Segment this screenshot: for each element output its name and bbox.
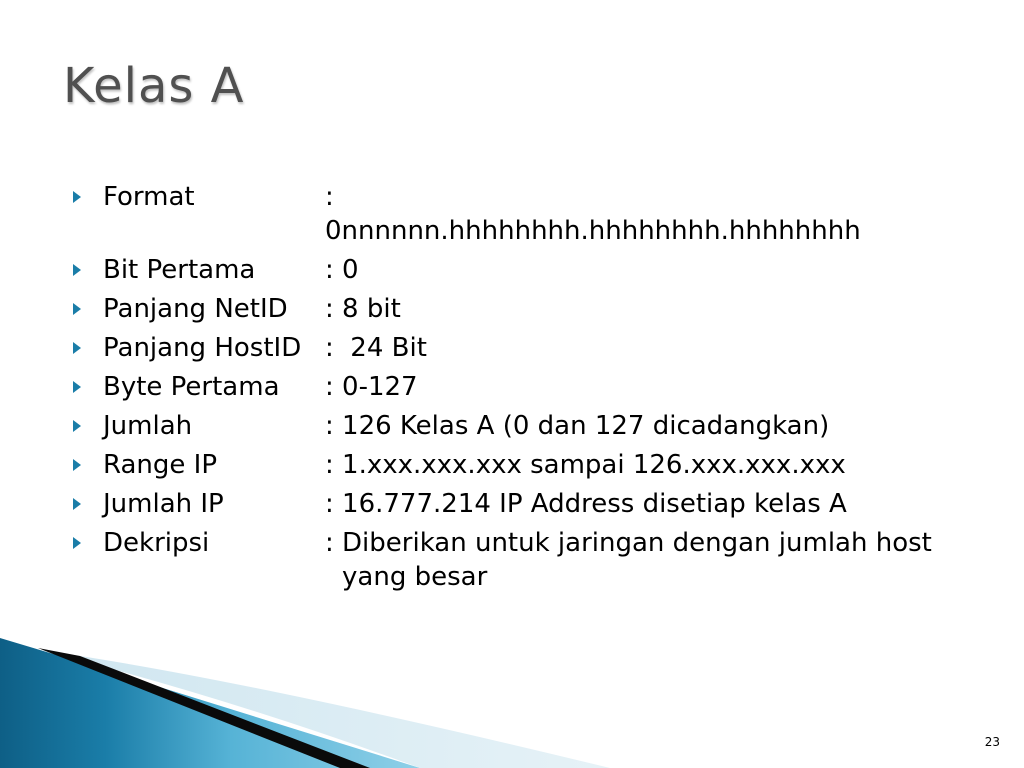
item-colon: : [325,182,334,212]
list-item-panjang-netid [72,292,992,326]
triangle-bullet-icon [72,180,103,214]
slide-title: Kelas A [63,58,245,114]
item-colon: : [325,450,343,480]
item-label: Jumlah [103,411,193,441]
list-item-jumlah-ip [72,487,992,521]
triangle-bullet-icon [72,409,103,443]
list-item-dekripsi [72,526,992,594]
item-label: Jumlah IP [103,489,224,519]
item-colon: : [325,333,351,363]
item-value: 0nnnnnn.hhhhhhhh.hhhhhhhh.hhhhhhhh [325,216,861,246]
item-label: Format [103,182,195,212]
item-value: 0 [342,255,359,285]
list-item-range-ip [72,448,992,482]
list-item-jumlah [72,409,992,443]
item-colon: : [325,528,343,558]
item-colon: : [325,294,343,324]
list-item-byte-pertama [72,370,992,404]
item-colon: : [325,372,343,402]
list-item-panjang-hostid [72,331,992,365]
item-value: 126 Kelas A (0 dan 127 dicadangkan) [342,411,830,441]
list-item-format [72,180,992,248]
item-value: 8 bit [342,294,401,324]
page-number: 23 [984,735,1000,749]
item-colon: : [325,489,343,519]
triangle-bullet-icon [72,253,103,287]
item-label: Bit Pertama [103,255,256,285]
item-label: Range IP [103,450,218,480]
item-label: Panjang NetID [103,294,288,324]
item-value: 16.777.214 IP Address disetiap kelas A [342,489,847,519]
item-label: Byte Pertama [103,372,280,402]
item-label: Dekripsi [103,528,210,558]
item-value: 0-127 [342,372,418,402]
list-item-bit-pertama [72,253,992,287]
triangle-bullet-icon [72,331,103,365]
triangle-bullet-icon [72,487,103,521]
triangle-bullet-icon [72,370,103,404]
item-label: Panjang HostID [103,333,302,363]
item-value: 1.xxx.xxx.xxx sampai 126.xxx.xxx.xxx [342,450,846,480]
triangle-bullet-icon [72,292,103,326]
triangle-bullet-icon [72,526,103,560]
item-value-wrap [325,180,861,248]
footer-swoosh-decoration [0,638,1024,768]
triangle-bullet-icon [72,448,103,482]
item-colon: : [325,411,343,441]
bullet-list [72,180,992,599]
item-value: Diberikan untuk jaringan dengan jumlah host yang besar [342,528,932,592]
item-value: 24 Bit [350,333,427,363]
item-colon: : [325,255,343,285]
